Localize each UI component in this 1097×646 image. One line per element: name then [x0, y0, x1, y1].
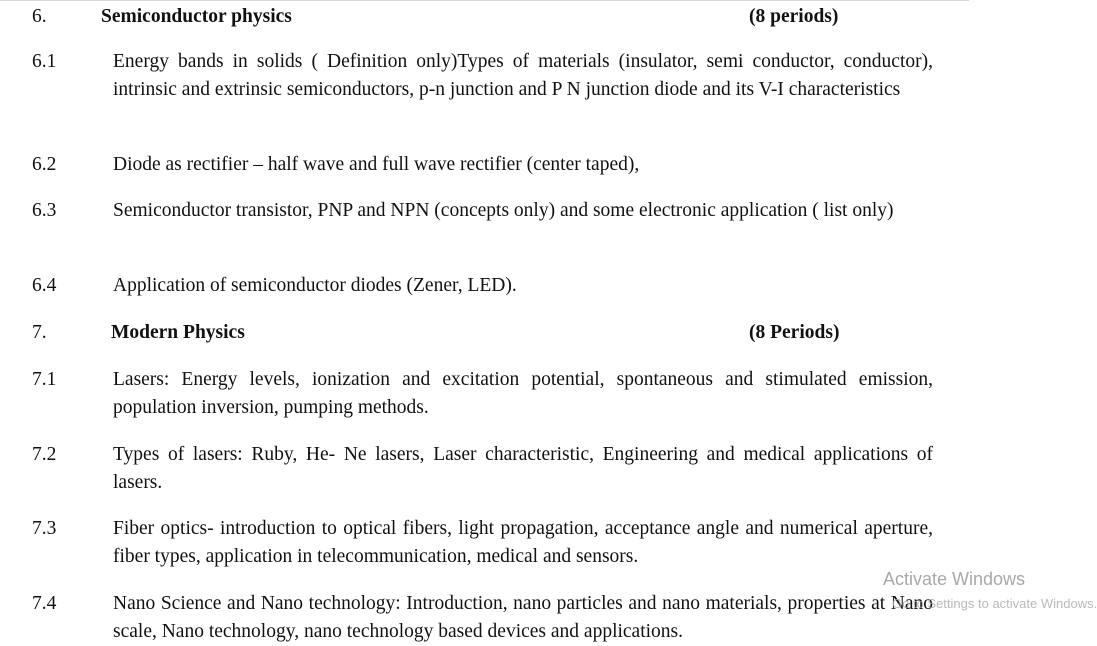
item-number: 7.4 [32, 593, 57, 614]
item-text: Energy bands in solids ( Definition only)Types of materials (insulator, semi conductor, conductor), intrinsic and extrinsic semiconductors, p-n junction and P N junction diode and its V-I characteristics [113, 51, 933, 100]
item-number: 6.4 [32, 275, 57, 296]
section-number: 6. [32, 6, 47, 27]
section-periods: (8 periods) [749, 6, 839, 27]
item-number: 7.2 [32, 444, 57, 465]
item-number: 7.3 [32, 518, 57, 539]
item-number: 6.1 [32, 51, 57, 72]
item-text: Nano Science and Nano technology: Introduction, nano particles and nano materials, properties at Nano scale, Nano technology, nano technology based devices and applications. [113, 593, 933, 642]
item-number: 6.3 [32, 200, 57, 221]
activate-windows-watermark [883, 569, 1097, 641]
item-text: Application of semiconductor diodes (Zener, LED). [113, 275, 517, 296]
section-title: Modern Physics [111, 322, 245, 343]
item-text: Semiconductor transistor, PNP and NPN (concepts only) and some electronic application ( list only) [113, 200, 894, 221]
watermark-subtitle: Go to Settings to activate Windows. [892, 596, 1097, 611]
section-number: 7. [32, 322, 47, 343]
watermark-title: Activate Windows [883, 569, 1026, 589]
item-number: 6.2 [32, 154, 57, 175]
item-text: Diode as rectifier – half wave and full wave rectifier (center taped), [113, 154, 640, 175]
item-number: 7.1 [32, 369, 57, 390]
item-text: Fiber optics- introduction to optical fibers, light propagation, acceptance angle and numerical aperture, fiber types, application in telecommunication, medical and sensors. [113, 518, 933, 567]
item-text: Lasers: Energy levels, ionization and excitation potential, spontaneous and stimulated emission, population inversion, pumping methods. [113, 369, 933, 418]
section-title: Semiconductor physics [101, 6, 292, 27]
section-periods: (8 Periods) [749, 322, 840, 343]
top-border-line [0, 0, 969, 1]
item-text: Types of lasers: Ruby, He- Ne lasers, Laser characteristic, Engineering and medical applications of lasers. [113, 444, 933, 493]
